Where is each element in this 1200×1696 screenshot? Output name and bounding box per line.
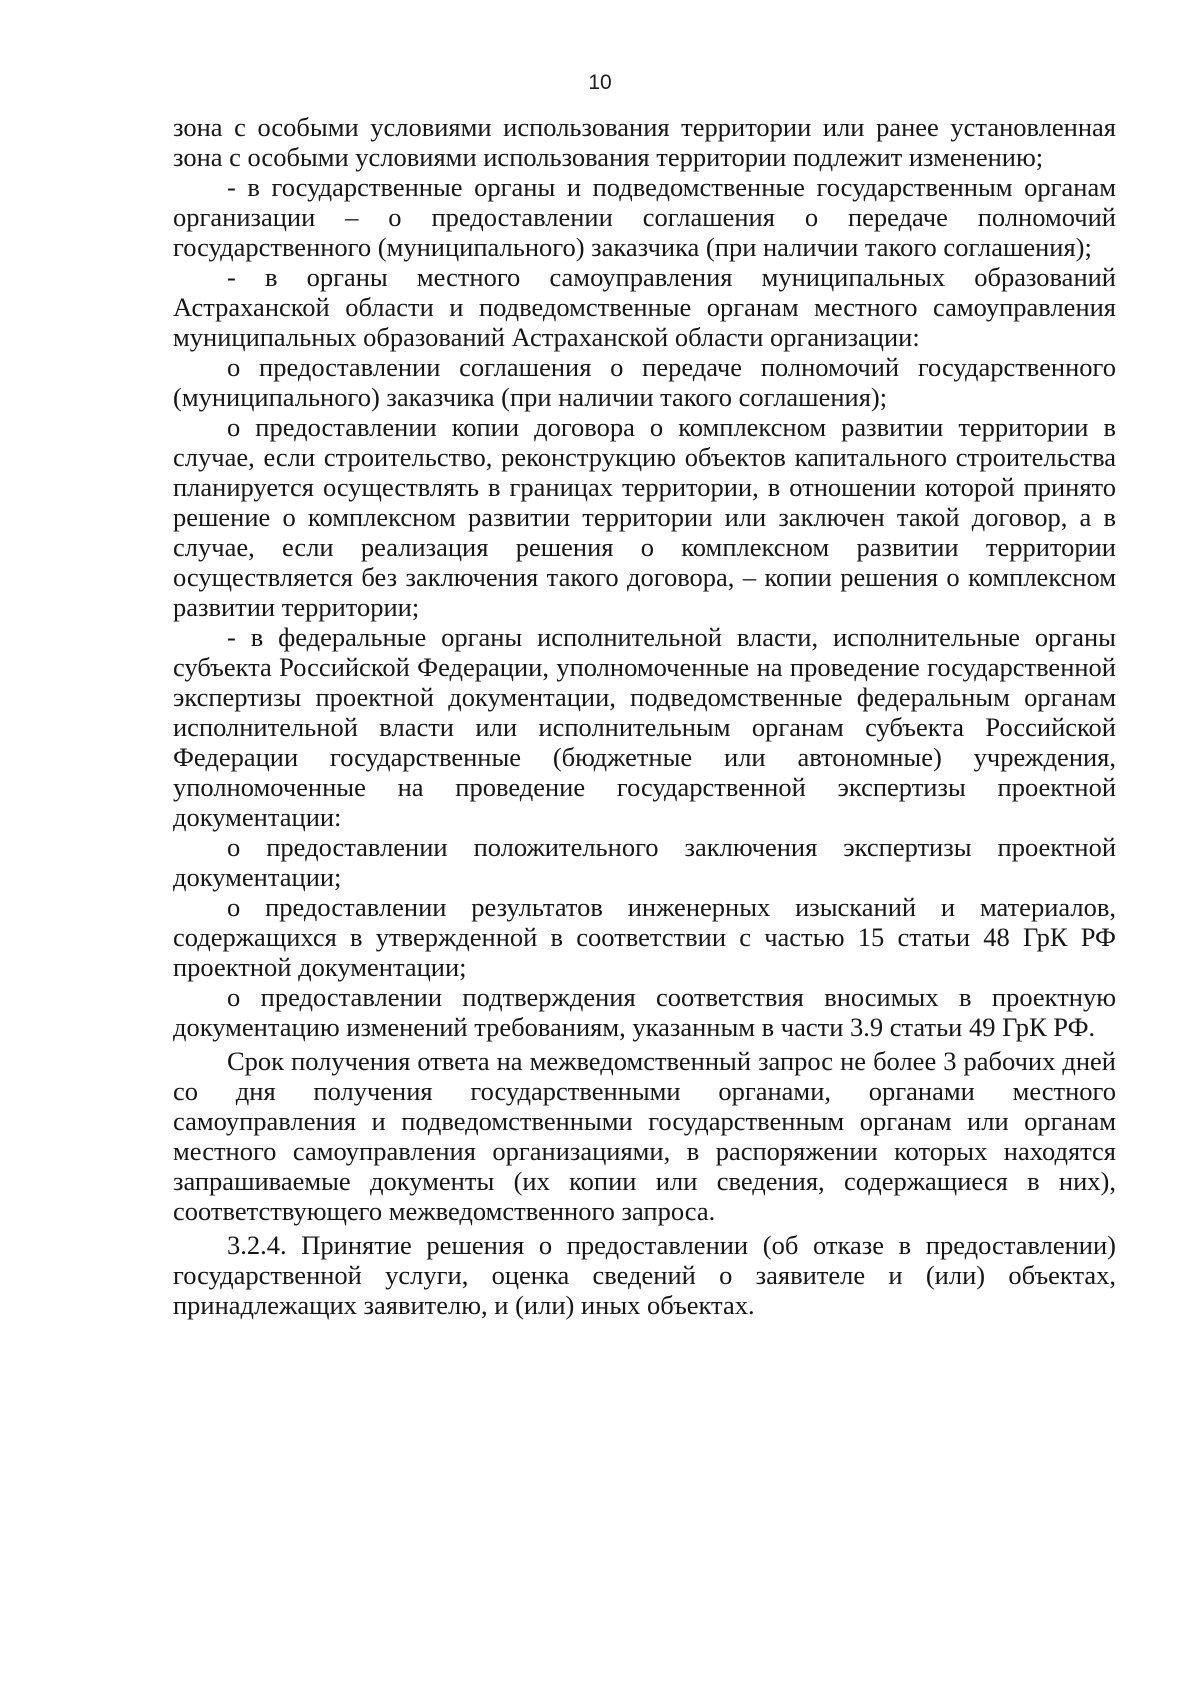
- paragraph-local-governments: - в органы местного самоуправления муниципальных образований Астраханской области и подведомственные органам местного самоуправления муниципальных образований Астраханской области организации:: [173, 262, 1116, 352]
- paragraph-engineering-surveys: о предоставлении результатов инженерных изысканий и материалов, содержащихся в утвержденной в соответствии с частью 15 статьи 48 ГрК РФ проектной документации;: [173, 892, 1116, 982]
- document-body: [173, 112, 1116, 1320]
- paragraph-expertise-conclusion: о предоставлении положительного заключения экспертизы проектной документации;: [173, 832, 1116, 892]
- paragraph-territory-development-contract: о предоставлении копии договора о комплексном развитии территории в случае, если строительство, реконструкцию объектов капитального строительства планируется осуществлять в границах территории, в отношении которой принято решение о комплексном развитии территории или заключен такой договор, а в случае, если реализация решения о комплексном развитии территории осуществляется без заключения такого договора, – копии решения о комплексном развитии территории;: [173, 412, 1116, 622]
- paragraph-state-bodies: - в государственные органы и подведомственные государственным органам организации – о предоставлении соглашения о передаче полномочий государственного (муниципального) заказчика (при наличии такого соглашения);: [173, 172, 1116, 262]
- paragraph-response-deadline: Срок получения ответа на межведомственный запрос не более 3 рабочих дней со дня получения государственными органами, органами местного самоуправления и подведомственными государственным органам или органам местного самоуправления организациями, в распоряжении которых находятся запрашиваемые документы (их копии или сведения, содержащиеся в них), соответствующего межведомственного запроса.: [173, 1046, 1116, 1226]
- paragraph-federal-bodies: - в федеральные органы исполнительной власти, исполнительные органы субъекта Российской Федерации, уполномоченные на проведение государственной экспертизы проектной документации, подведомственные федеральным органам исполнительной власти или исполнительным органам субъекта Российской Федерации государственные (бюджетные или автономные) учреждения, уполномоченные на проведение государственной экспертизы проектной документации:: [173, 622, 1116, 832]
- paragraph-agreement-request: о предоставлении соглашения о передаче полномочий государственного (муниципального) заказчика (при наличии такого соглашения);: [173, 352, 1116, 412]
- paragraph-compliance-confirmation: о предоставлении подтверждения соответствия вносимых в проектную документацию изменений требованиям, указанным в части 3.9 статьи 49 ГрК РФ.: [173, 982, 1116, 1042]
- page-number: 10: [588, 71, 612, 94]
- paragraph-zone-continuation: зона с особыми условиями использования территории или ранее установленная зона с особыми условиями использования территории подлежит изменению;: [173, 112, 1116, 172]
- paragraph-section-3-2-4: 3.2.4. Принятие решения о предоставлении (об отказе в предоставлении) государственной услуги, оценка сведений о заявителе и (или) объектах, принадлежащих заявителю, и (или) иных объектах.: [173, 1230, 1116, 1320]
